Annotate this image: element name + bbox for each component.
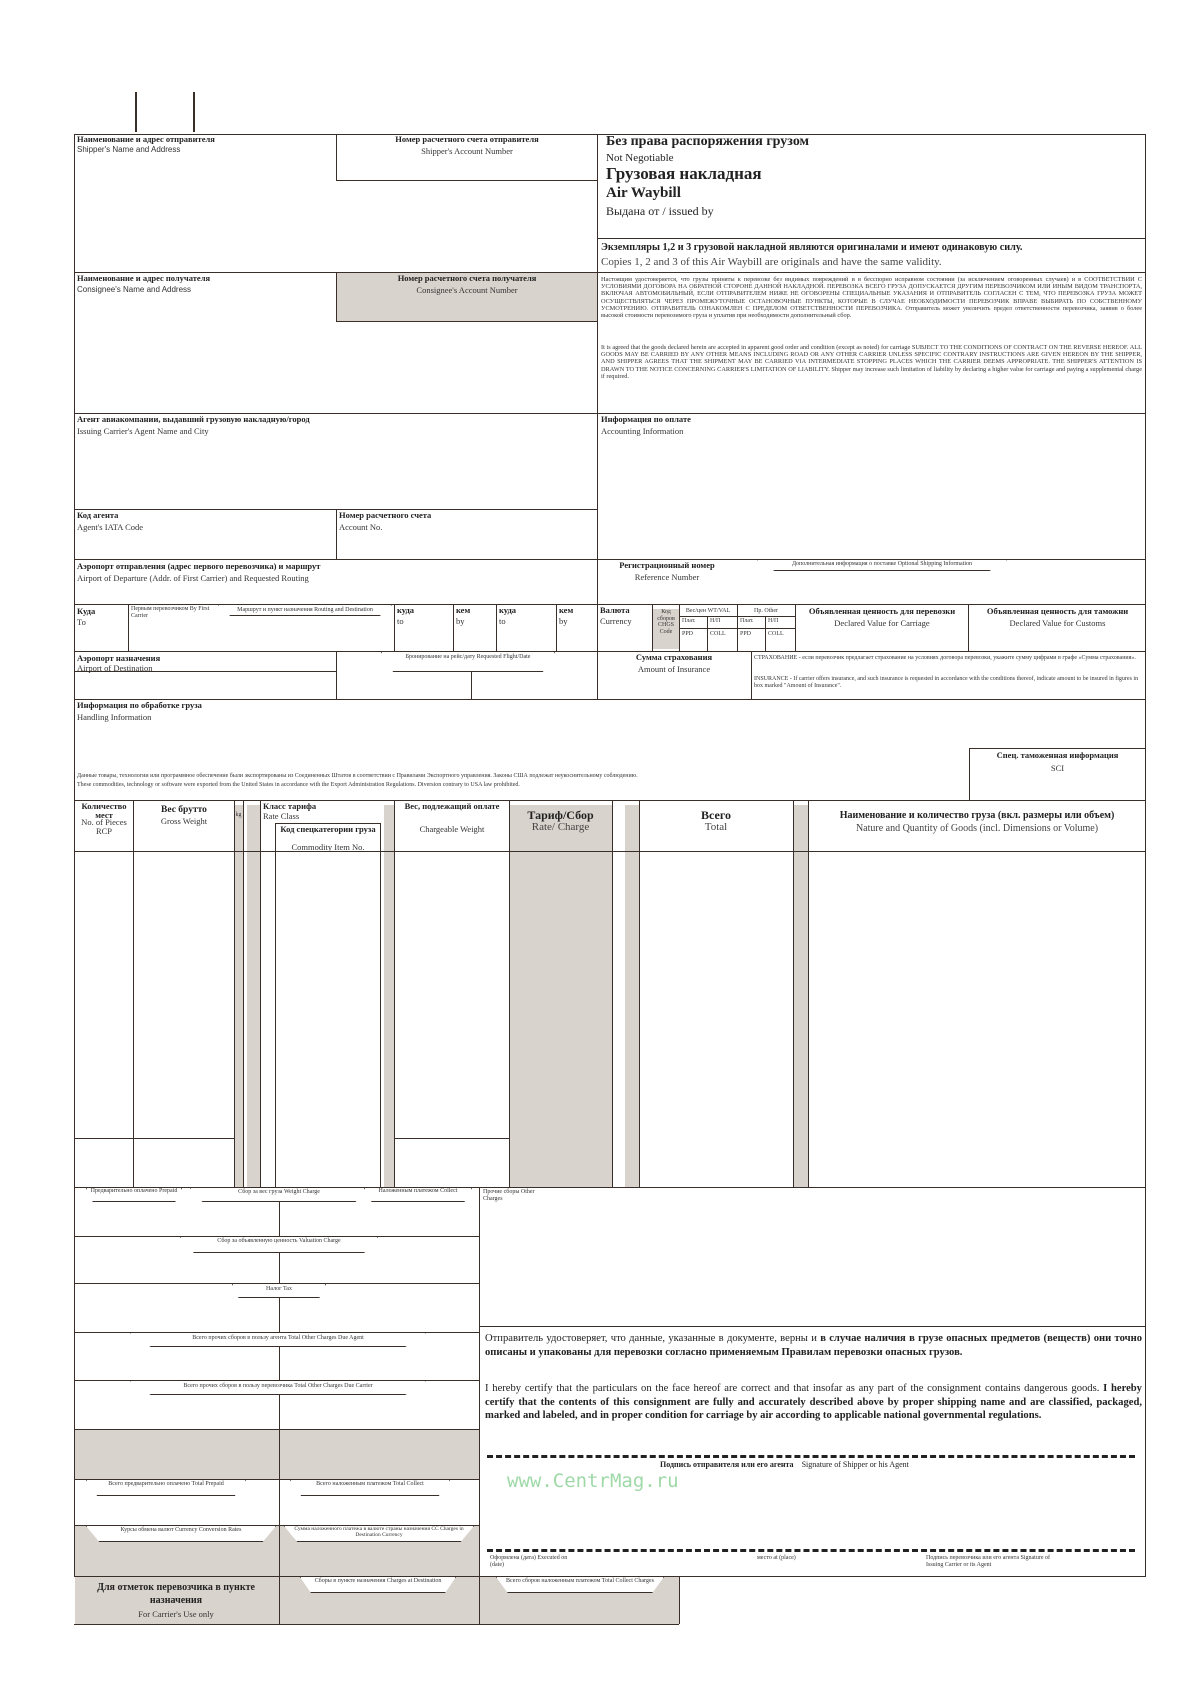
conversion-label: Курсы обмена валют Currency Conversion Rates [120, 1527, 242, 1533]
agent-label-en: Issuing Carrier's Agent Name and City [77, 426, 209, 436]
total-collect-charges-label: Всего сборов наложенным платежом Total Collect Charges [506, 1578, 654, 1584]
agent-acct-label-ru: Номер расчетного счета [339, 510, 432, 520]
commodity-ru: Код спецкатегории груза [280, 824, 376, 834]
place-label: место at (place) [757, 1555, 796, 1561]
destination-top [74, 651, 1146, 652]
goods-col-9 [612, 800, 613, 1187]
collect-label: Наложенным платежом Collect [378, 1188, 458, 1194]
dest-div-2 [471, 671, 472, 699]
title-awb-en: Air Waybill [606, 185, 681, 201]
reference-label-ru: Регистрационный номер [619, 560, 715, 570]
title-not-negotiable-en: Not Negotiable [606, 152, 674, 164]
conditions-ru: Настоящим удостоверяется, что грузы приняты к перевозке без видимых повреждений и в бесспорно исправном состоянии (за исключением оговоренных случаев) и в СООТВЕТСТВИИ С УСЛОВИЯМИ ДОГОВОРА НА ОБРАТНОЙ СТОРОНЕ ДАННОЙ НАКЛАДНОЙ. ПЕРЕВОЗКА ВСЕГО ГРУЗА ДОПУСКАЕТСЯ ДРУГИМ ПЕРЕВОЗЧИКОМ ИЛИ ИНЫМ ВИДОМ ТРАНСПОРТА, ВКЛЮЧАЯ АВТОМОБИЛЬНЫЙ, ЕСЛИ ОТПРАВИТЕЛЕМ НИЖЕ НЕ ОГОВОРЕНЫ СПЕЦИАЛЬНЫЕ УКАЗАНИЯ И ОТПРАВИТЕЛЬ СОГЛАСЕН С ТЕМ, ЧТО ПЕРЕВОЗКА ГРУЗА МОЖЕТ ОСУЩЕСТВЛЯТЬСЯ ЧЕРЕЗ ПРОМЕЖУТОЧНЫЕ ОСТАНОВОЧНЫЕ ПУНКТЫ, КОТОРЫЕ В СЛУЧАЕ НЕОБХОДИМОСТИ ПЕРЕВОЗЧИК ВПРАВЕ ВЫБИРАТЬ ПО СОБСТВЕННОМУ УСМОТРЕНИЮ. ОТПРАВИТЕЛЬ ОЗНАКОМЛЕН С ПРЕДЕЛОМ ОТВЕТСТВЕННОСТИ ПЕРЕВОЗЧИКА. Отправитель может увеличить предел ответственности перевозчика, заявив о более высокой стоимости перевозимого груза и уплатив при необходимости дополнительный сбор. [601, 276, 1142, 320]
prepaid-label: Предварительно оплачено Prepaid [90, 1188, 178, 1194]
shipper-label-ru: Наименование и адрес отправителя [77, 134, 215, 144]
iata-label-en: Agent's IATA Code [77, 522, 144, 532]
routing-div-8 [707, 616, 708, 651]
consignee-acct-bottom [336, 321, 597, 322]
shipper-signature-label [660, 1460, 909, 1469]
goods-col-2 [234, 800, 235, 1187]
currency-en: Currency [600, 616, 632, 626]
charges-right [479, 1187, 480, 1624]
certify-ru [485, 1332, 1142, 1359]
iata-divider [336, 509, 337, 559]
destination-label-ru: Аэропорт назначения [77, 653, 161, 663]
insurance-note-en: INSURANCE - If carrier offers insurance, and such insurance is requested in accordance with the conditions thereof, indicate amount to be insured in figures in box marked "Amount of Insurance". [754, 676, 1139, 689]
other-charges-label: Прочие сборы Other Charges [483, 1189, 535, 1202]
decl-carriage-ru: Объявленная ценность для перевозки [808, 606, 956, 616]
optional-shipping-label: Дополнительная информация о поставке Optional Shipping Information [791, 561, 973, 567]
goods-col-11 [793, 800, 794, 1187]
originals-top [597, 238, 1146, 239]
tax-label: Налог Tax [266, 1286, 292, 1292]
goods-col-6 [380, 823, 381, 1187]
consignee-acct-label-ru: Номер расчетного счета получателя [397, 273, 537, 283]
sig-en: Signature of Shipper or his Agent [801, 1460, 909, 1469]
shipper-signature-line[interactable] [487, 1455, 1135, 1458]
handling-label-en: Handling Information [77, 712, 152, 722]
total-prepaid-label: Всего предварительно оплачено Total Prepaid [108, 1481, 224, 1487]
issuing-sig-label: Подпись перевозчика или его агента Signature of Issuing Carrier or its Agent [926, 1555, 1050, 1568]
top-tick-right [193, 92, 195, 132]
routing-dest-label: Маршрут и пункт назначения Routing and Destination [237, 607, 373, 613]
decl-customs-en: Declared Value for Customs [1009, 618, 1106, 628]
nature-label-ru: Наименование и количество груза (вкл. размеры или объем) [839, 810, 1115, 821]
export-notice-ru: Данные товары, технологии или программное обеспечение были экспортированы из Соединенных Штатов в соответствии с Правилами Экспортного управления. Законы США подлежат неукоснительному соблюдению. [77, 773, 638, 779]
carrier-signature-line[interactable] [487, 1549, 1135, 1552]
total-label-en: Total [704, 821, 728, 833]
certify-ru-b: в случае наличия в грузе опасных предметов (веществ) они точно описаны и упакованы для перевозки согласно применяемым Правилам перевозки опасных грузов. [485, 1333, 1142, 1358]
routing-div-3 [453, 604, 454, 651]
watermark: www.CentrMag.ru [507, 1470, 679, 1492]
by2-ru: кем [559, 605, 574, 615]
charges-dest-label: Сборы в пункте назначения Charges at Destination [314, 1578, 442, 1584]
rate-label-en: Rate/ Charge [531, 821, 590, 833]
total-collect-label: Всего наложенным платежом Total Collect [316, 1481, 424, 1487]
other-label: Пр. Other [754, 608, 778, 614]
title-awb-ru: Грузовая накладная [606, 164, 762, 183]
commodity-en: Commodity Item No. [291, 842, 365, 852]
sci-label-ru: Спец. таможенная информация [996, 750, 1119, 760]
pieces-label-en: No. of Pieces RCP [81, 817, 127, 836]
shipper-label-en: Shipper's Name and Address [77, 145, 181, 154]
certify-top [479, 1326, 1146, 1327]
pieces-label-ru: Количество мест [81, 801, 127, 820]
routing-div-4 [496, 604, 497, 651]
handling-top [74, 699, 1146, 700]
sig-ru: Подпись отправителя или его агента [660, 1460, 794, 1469]
by2-en: by [559, 616, 568, 626]
accounting-label-ru: Информация по оплате [601, 414, 691, 424]
certify-en [485, 1382, 1142, 1423]
consignee-label-ru: Наименование и адрес получателя [77, 273, 211, 283]
agent-acct-label-en: Account No. [339, 522, 383, 532]
coll-ru-1: Н/П [710, 618, 721, 624]
goods-col-8 [509, 800, 510, 1187]
goods-col-1 [133, 800, 134, 1187]
due-agent-label: Всего прочих сборов в пользу агента Total Other Charges Due Agent [192, 1335, 364, 1341]
decl-customs-ru: Объявленная ценность для таможни [986, 606, 1129, 616]
coll-ru-2: Н/П [768, 618, 779, 624]
main-divider [597, 134, 598, 699]
rate-class-en: Rate Class [263, 811, 300, 821]
ppd-2: PPD [740, 631, 752, 637]
to-label-ru: Куда [77, 606, 96, 616]
ppd-ru-1: Плат. [682, 618, 696, 624]
weight-charge-label: Сбор за вес груза Weight Charge [238, 1189, 320, 1195]
consignee-label-en: Consignee's Name and Address [77, 285, 192, 294]
goods-col-7 [394, 800, 395, 1187]
dest-div-3 [751, 651, 752, 699]
shipper-acct-bottom [336, 180, 597, 181]
first-carrier-label: Первым перевозчиком By First Carrier [131, 606, 210, 619]
gross-label-en: Gross Weight [160, 816, 208, 826]
consignee-acct-label-en: Consignee's Account Number [416, 285, 518, 295]
flight-label: Бронирование на рейс/дату Requested Flight/Date [405, 654, 531, 660]
goods-pieces-total-line [74, 1138, 234, 1139]
coll-2: COLL [768, 631, 784, 637]
certify-en-a: I hereby certify that the particulars on the face hereof are correct and that insofar as any part of the consignment contains dangerous goods. [485, 1383, 1104, 1394]
chgs-code-label: Код сборов CHGS Code [657, 609, 675, 635]
originals-ru: Экземпляры 1,2 и 3 грузовой накладной являются оригиналами и имеют одинаковую силу. [601, 242, 1023, 253]
carrier-use-bottom [74, 1624, 679, 1625]
departure-label-en: Airport of Departure (Addr. of First Carrier) and Requested Routing [77, 573, 309, 583]
currency-ru: Валюта [600, 605, 630, 615]
sci-top [969, 748, 1146, 749]
chargeable-en: Chargeable Weight [419, 824, 485, 834]
carrier-use-en: For Carrier's Use only [138, 1609, 214, 1619]
certify-ru-a: Отправитель удостоверяет, что данные, указанные в документе, верны и [485, 1333, 821, 1344]
chargeable-ru: Вес, подлежащий оплате [404, 801, 500, 811]
conditions-en: It is agreed that the goods declared herein are accepted in apparent good order and condition (except as noted) for carriage SUBJECT TO THE CONDITIONS OF CONTRACT ON THE REVERSE HEREOF. ALL GOODS MAY BE CARRIED BY ANY OTHER MEANS INCLUDING ROAD OR ANY OTHER CARRIER UNLESS SPECIFIC CONTRARY INSTRUCTIONS ARE GIVEN HEREON BY THE SHIPPER, AND SHIPPER AGREES THAT THE SHIPMENT MAY BE CARRIED VIA INTERMEDIATE STOPPING PLACES WHICH THE CARRIER DEEMS APPROPRIATE. THE SHIPPER'S ATTENTION IS DRAWN TO THE NOTICE CONCERNING CARRIER'S LIMITATION OF LIABILITY. Shipper may increase such limitation of liability by declaring a higher value for carriage and paying a supplemental charge if required. [601, 344, 1142, 380]
ppd-ru-2: Плат. [740, 618, 754, 624]
to2-ru: куда [397, 605, 415, 615]
kg-label: kg [235, 812, 242, 818]
goods-col-3 [243, 800, 244, 1187]
wtval-label: Вес/цен WT/VAL [685, 608, 731, 614]
total-label-ru: Всего [701, 808, 731, 822]
nature-label-en: Nature and Quantity of Goods (incl. Dimensions or Volume) [855, 823, 1099, 834]
goods-col-10 [639, 800, 640, 1187]
goods-col-12 [808, 800, 809, 1187]
handling-label-ru: Информация по обработке груза [77, 700, 202, 710]
export-notice-en: These commodities, technology or software were exported from the United States in accordance with the Export Administration Regulations. Diversion contrary to USA law prohibited. [77, 782, 520, 788]
accounting-label-en: Accounting Information [601, 426, 684, 436]
departure-label-ru: Аэропорт отправления (адрес первого перевозчика) и маршрут [77, 561, 321, 571]
valuation-label: Сбор за объявленную ценность Valuation Charge [217, 1238, 341, 1244]
gross-label-ru: Вес брутто [161, 805, 207, 815]
dest-div-1 [336, 651, 337, 699]
goods-col-4 [260, 800, 261, 1187]
title-not-negotiable-ru: Без права распоряжения грузом [606, 134, 810, 149]
certify-en-b: I hereby certify that the contents of this consignment are fully and accurately described above by proper shipping name and are classified, packaged, marked and labeled, and in proper condition for carriage by air according to applicable national governmental regulations. [485, 1383, 1142, 1422]
to2-en: to [397, 616, 404, 626]
ppd-1: PPD [682, 631, 694, 637]
routing-div-2 [394, 604, 395, 651]
goods-chargeable-total-line [394, 1138, 509, 1139]
consignee-top [74, 272, 1146, 273]
ch-line-5 [74, 1429, 479, 1430]
coll-1: COLL [710, 631, 726, 637]
routing-div-10 [765, 616, 766, 651]
shipper-acct-label-ru: Номер расчетного счета отправителя [395, 134, 539, 144]
carrier-use-ru: Для отметок перевозчика в пункте назначения [97, 1582, 255, 1606]
shipper-acct-label-en: Shipper's Account Number [421, 146, 513, 156]
by-en: by [456, 616, 465, 626]
rate-class-ru: Класс тарифа [263, 801, 317, 811]
insurance-label-en: Amount of Insurance [637, 664, 711, 674]
insurance-label-ru: Сумма страхования [635, 652, 713, 662]
routing-div-5 [556, 604, 557, 651]
wtval-sep [679, 616, 795, 617]
routing-div-1 [128, 604, 129, 651]
by-ru: кем [456, 605, 471, 615]
decl-carriage-en: Declared Value for Carriage [834, 618, 930, 628]
insurance-note-ru: СТРАХОВАНИЕ - если перевозчик предлагает страхование на условиях договора перевозки, укажите сумму цифрами в графе «Сумма страхования». [754, 655, 1136, 661]
destination-label-en: Airport of Destination [77, 663, 153, 673]
top-tick-left [135, 92, 137, 132]
issued-by: Выдана от / issued by [606, 204, 714, 218]
ppd-sep [679, 628, 795, 629]
iata-label-ru: Код агента [77, 510, 119, 520]
due-carrier-label: Всего прочих сборов в пользу перевозчика Total Other Charges Due Carrier [183, 1383, 373, 1389]
cc-dest-label: Сумма наложенного платежа в валюте страны назначения CC Charges in Destination Currency [294, 1526, 464, 1538]
goods-col-5 [275, 823, 276, 1187]
rate-label-ru: Тариф/Сбор [527, 808, 594, 822]
carrier-use-right [679, 1576, 680, 1624]
reference-label-en: Reference Number [634, 572, 700, 582]
to-label-en: To [77, 617, 86, 627]
agent-label-ru: Агент авиакомпании, выдавший грузовую накладную/город [77, 414, 310, 424]
originals-en: Copies 1, 2 and 3 of this Air Waybill are originals and have the same validity. [601, 256, 942, 268]
sci-label-en: SCI [1050, 763, 1065, 773]
exec-date-label: Оформлена (дата) Executed on (date) [490, 1555, 568, 1568]
to3-en: to [499, 616, 506, 626]
to3-ru: куда [499, 605, 517, 615]
